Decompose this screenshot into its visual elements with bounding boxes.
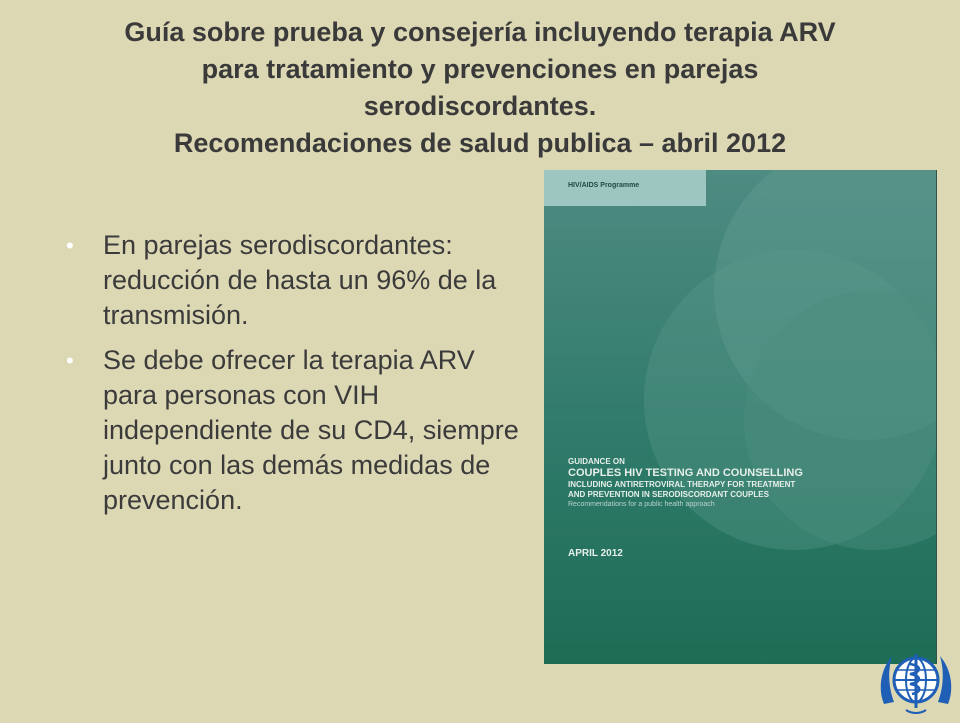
title-line-4: Recomendaciones de salud publica – abril 2012 (173, 128, 787, 158)
title-line-1: Guía sobre prueba y consejería incluyendo terapia ARV (124, 17, 836, 47)
bullet-item-2 (66, 343, 526, 518)
title-line-2: para tratamiento y prevenciones en parejas (201, 54, 759, 84)
bullet-text-2: Se debe ofrecer la terapia ARV para personas con VIH independiente de su CD4, siempre junto con las demás medidas de prevención. (103, 345, 519, 515)
cover-programme-label: HIV/AIDS Programme (568, 182, 640, 189)
slide-title (20, 14, 940, 162)
bullet-list (66, 228, 526, 528)
cover-line-2: COUPLES HIV TESTING AND COUNSELLING (568, 467, 803, 479)
cover-circles (544, 170, 936, 664)
cover-line-3: INCLUDING ANTIRETROVIRAL THERAPY FOR TREATMENT (568, 480, 796, 489)
cover-line-1: GUIDANCE ON (568, 457, 625, 466)
bullet-item-1 (66, 228, 526, 333)
who-emblem-icon (876, 646, 956, 723)
cover-line-4: AND PREVENTION IN SERODISCORDANT COUPLES (568, 490, 769, 499)
cover-date: APRIL 2012 (568, 548, 623, 559)
guidance-cover-image (544, 170, 937, 664)
bullet-dot: • (66, 233, 74, 258)
cover-title-block (568, 457, 918, 509)
cover-line-5: Recommendations for a public health approach (568, 501, 715, 508)
title-line-3: serodiscordantes. (363, 91, 597, 121)
bullet-dot: • (66, 348, 74, 373)
bullet-text-1: En parejas serodiscordantes: reducción de hasta un 96% de la transmisión. (103, 230, 497, 330)
